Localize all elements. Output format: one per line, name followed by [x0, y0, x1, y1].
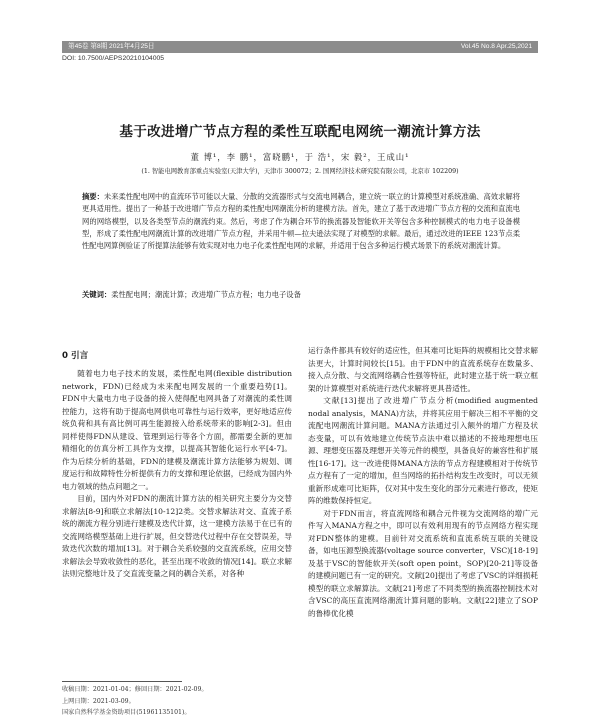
affiliation: (1. 智能电网教育部重点实验室(天津大学)，天津市 300072；2. 国网经济技术研究院有限公司，北京市 102209)	[141, 168, 459, 175]
footnote-divider	[62, 681, 182, 682]
doi: DOI: 10.7500/AEPS20210104005	[62, 55, 165, 62]
footnote-online: 上网日期：2021-03-09。	[62, 697, 135, 705]
intro-paragraph-1: 随着电力电子技术的发展，柔性配电网(flexible distribution network，FDN)已经成为未来配电网发展的一个重要趋势[1]。FDN中大量电力电子设备的接入使得配电网具备了对潮流的柔性调控能力，这将有助于提高电网供电可靠性与运行效率，更好地适应传统负荷和具有高比例可再生能源接入给系统带来的影响[2-3]。但由同样使得FDN从建设、管理到运行等各个方面，都需要全新的更加精细化的仿真分析工具作为支撑，以提高其智能化运行水平[4-7]。作为后续分析的基础，FDN的建模及潮流计算方法能够为规划、调度运行和故障特性分析提供有力的支撑和理论依据，已经成为国内外电力领域的热点问题之一。	[62, 369, 292, 491]
authors: 董 博¹，李 鹏¹，富晓鹏¹，于 浩¹，宋 毅²，王成山¹	[190, 152, 410, 162]
keywords-label: 关键词：	[82, 290, 112, 299]
right-paragraph-2: 文献[13]提出了改进增广节点分析(modified augmented nodal analysis，MANA)方法，并将其应用于解决三相不平衡的交流配电网潮流计算问题。MANA方法通过引入额外的增广方程及状态变量，可以有效地建立传统节点法中难以描述的不接地理想电压源、理想变压器及理想开关等元件的模型，具备良好的兼容性和扩展性[16-17]。这一改进使得MANA方法的节点方程建模相对于传统节点方程有了一定的增加，但当网络的拓扑结构发生改变时，可以无须重新形成难可比矩阵，仅对其中发生变化的部分元素进行修改，使矩阵的维数保持恒定。	[308, 396, 538, 505]
keywords-text: 柔性配电网；潮流计算；改进增广节点方程；电力电子设备	[111, 290, 301, 299]
journal-header-bar	[62, 41, 538, 53]
paper-title: 基于改进增广节点方程的柔性互联配电网统一潮流计算方法	[119, 124, 481, 140]
section-heading-intro: 0 引言	[62, 351, 89, 361]
footnotes	[62, 684, 292, 719]
intro-paragraph-2: 目前，国内外对FDN的潮流计算方法的相关研究主要分为交替求解法[8-9]和联立求解法[10-12]2类。交替求解法对交、直流子系统的潮流方程分别进行建模及迭代计算，这一建模方法易于在已有的交流网络模型基础上进行扩展，但交替迭代过程中存在交替误差，导致迭代次数的增加[13]。对于耦合关系较强的交直流系统，应用交替求解法会导致收敛性的恶化，甚至出现不收敛的情况[14]。联立求解法则完整地计及了交直流变量之间的耦合关系，对各种	[62, 494, 292, 578]
left-column	[62, 350, 292, 581]
abstract-label: 摘要：	[82, 192, 104, 201]
right-paragraph-3: 对于FDN而言，将直流网络和耦合元件视为交流网络的增广元件写入MANA方程之中，即可以有效利用现有的节点网络方程实现对FDN整体的建模。目前针对交流系统和直流系统互联的关键设备，如电压源型换流器(voltage source converter，VSC)[18-19]及基于VSC的智能软开关(soft open point，SOP)[20-21]等设备的建模问题已有一定的研究。文献[20]提出了考虑了VSC的详细损耗模型的联立求解算法。文献[21]考虑了不同类型的换流器控制技术对含VSC的高压直流网络潮流计算问题的影响。文献[22]建立了SOP的鲁棒优化模	[308, 508, 538, 618]
journal-issue-right: Vol.45 No.8 Apr.25,2021	[460, 43, 532, 50]
footnote-received: 收稿日期：2021-01-04；修回日期：2021-02-09。	[62, 686, 208, 693]
abstract	[82, 191, 520, 252]
keywords	[82, 289, 520, 301]
right-paragraph-1: 运行条件都具有较好的适应性，但其难可比矩阵的规模相比交替求解法更大，计算时间较长[15]。由于FDN中的直流系统存在数量多、接入点分散、与交流网络耦合性强等特征，此时建立基于统一联立框架的计算模型对系统进行迭代求解将更具普适性。	[308, 346, 538, 393]
footnote-funding: 国家自然科学基金资助项目(51961135101)。	[62, 709, 191, 716]
right-column	[308, 345, 538, 620]
abstract-text: 未来柔性配电网中的直流环节可能以大量、分散的交流器形式与交流电网耦合，建立统一联立的计算模型对系统准确、高效求解将更具适用性。提出了一种基于改进增广节点方程的柔性配电网潮流分析的建模方法。首先，建立了基于改进增广节点方程的交流和直流电网的网络模型，以及各类型节点的潮流约束。然后，考虑了作为耦合环节的换流器及智能软开关等包含多种控制模式的电力电子设备模型，形成了柔性配电网潮流计算的改进增广节点方程，并采用牛顿—拉夫逊法实现了对模型的求解。最后，通过改进的IEEE 123节点柔性配电网算例验证了所提算法能够有效实现对电力电子化柔性配电网的求解，并适用于包含多种运行模式场景下的系统对潮流计算。	[82, 192, 521, 251]
journal-issue-left: 第45卷 第8期 2021年4月25日	[68, 43, 155, 50]
